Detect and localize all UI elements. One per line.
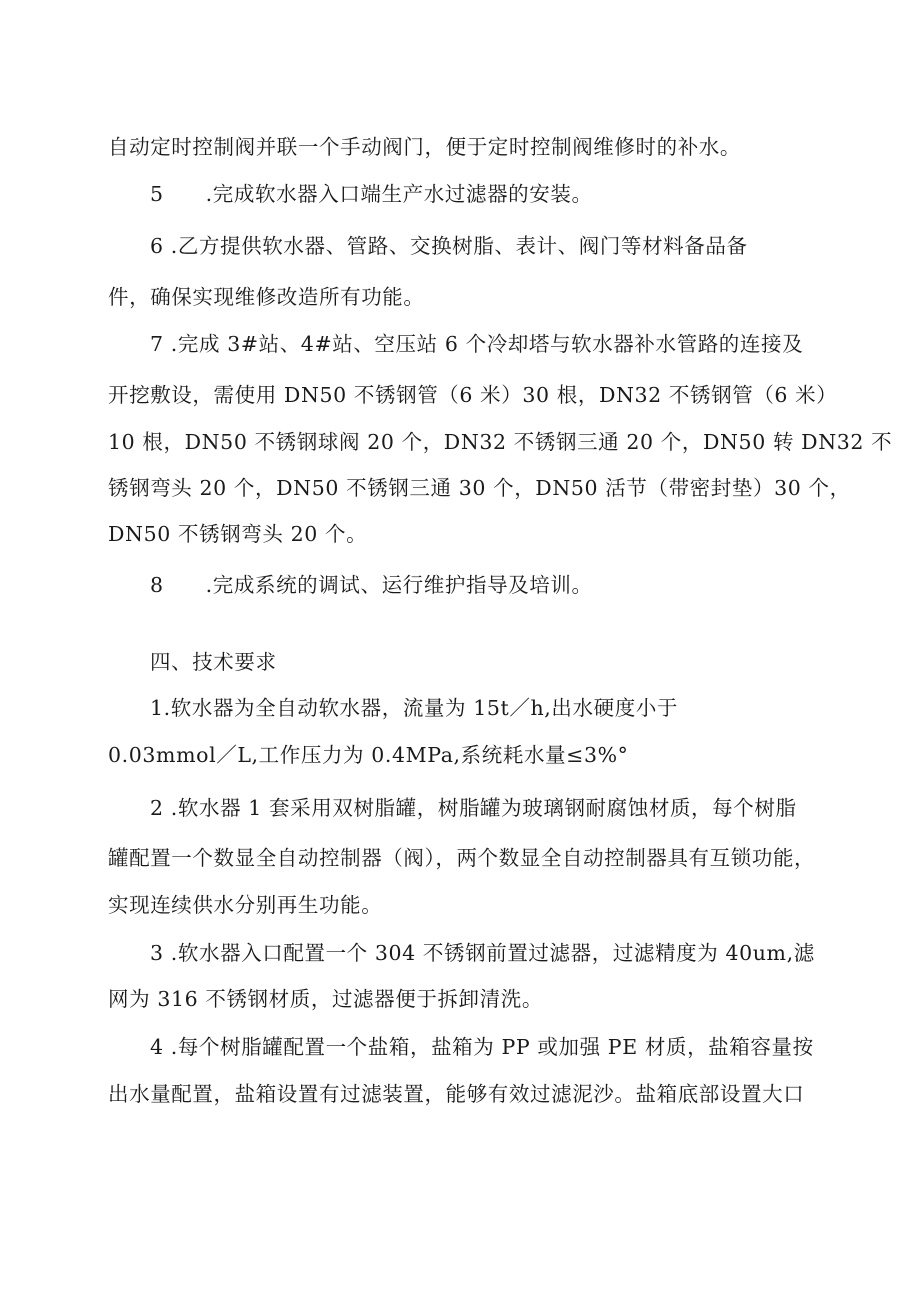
text-line: 出水量配置，盐箱设置有过滤装置，能够有效过滤泥沙。盐箱底部设置大口 <box>108 1082 805 1106</box>
text-line: DN50 不锈钢弯头 20 个。 <box>108 522 368 546</box>
text-line: 3 .软水器入口配置一个 304 不锈钢前置过滤器，过滤精度为 40um,滤 <box>150 941 815 965</box>
text-line: 罐配置一个数显全自动控制器（阀），两个数显全自动控制器具有互锁功能， <box>108 846 816 870</box>
text-line: 开挖敷设，需使用 DN50 不锈钢管（6 米）30 根，DN32 不锈钢管（6 米） <box>108 383 838 407</box>
list-number: 8 <box>150 573 164 597</box>
list-text: .完成软水器入口端生产水过滤器的安装。 <box>205 182 593 206</box>
text-line: 10 根，DN50 不锈钢球阀 20 个，DN32 不锈钢三通 20 个，DN50 转 DN32 不 <box>108 430 893 454</box>
text-line: 自动定时控制阀并联一个手动阀门，便于定时控制阀维修时的补水。 <box>108 135 741 159</box>
text-line: 6 .乙方提供软水器、管路、交换树脂、表计、阀门等材料备品备 <box>150 234 748 258</box>
section-heading: 四、技术要求 <box>150 650 277 674</box>
list-item-8 <box>150 571 593 599</box>
text-line: 网为 316 不锈钢材质，过滤器便于拆卸清洗。 <box>108 987 543 1011</box>
text-line: 件，确保实现维修改造所有功能。 <box>108 285 425 309</box>
list-item-5 <box>150 180 593 208</box>
text-line: 4 .每个树脂罐配置一个盐箱，盐箱为 PP 或加强 PE 材质，盐箱容量按 <box>150 1035 814 1059</box>
list-number: 5 <box>150 182 164 206</box>
list-text: .完成系统的调试、运行维护指导及培训。 <box>205 573 593 597</box>
text-line: 7 .完成 3#站、4#站、空压站 6 个冷却塔与软水器补水管路的连接及 <box>150 332 804 356</box>
text-line: 实现连续供水分别再生功能。 <box>108 893 383 917</box>
text-line: 1.软水器为全自动软水器，流量为 15t／h,出水硬度小于 <box>150 696 679 720</box>
text-line: 锈钢弯头 20 个，DN50 不锈钢三通 30 个，DN50 活节（带密封垫）30 个， <box>108 476 851 500</box>
text-line: 0.03mmol／L,工作压力为 0.4MPa,系统耗水量≤3%° <box>108 743 629 767</box>
text-line: 2 .软水器 1 套采用双树脂罐，树脂罐为玻璃钢耐腐蚀材质，每个树脂 <box>150 796 797 820</box>
